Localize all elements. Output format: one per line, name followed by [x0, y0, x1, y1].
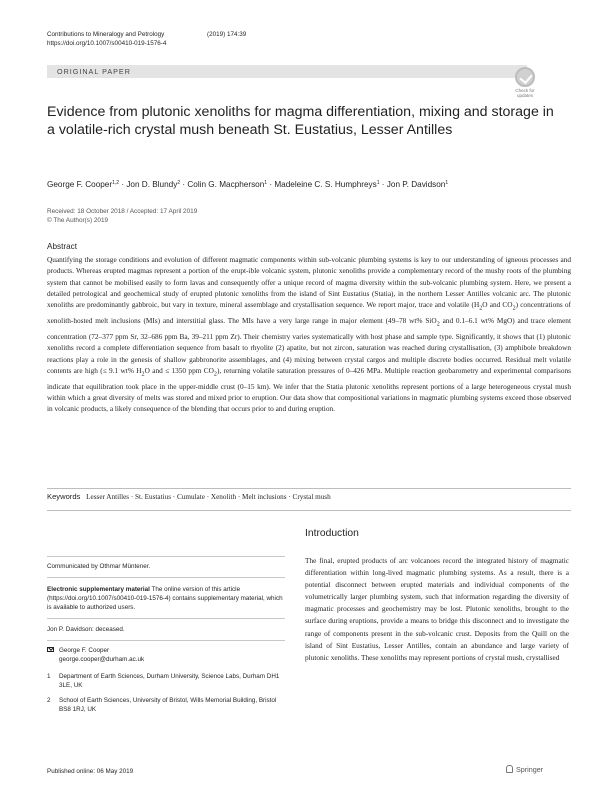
- springer-horse-icon: [506, 765, 513, 773]
- abstract-heading: Abstract: [47, 242, 78, 251]
- section-label: ORIGINAL PAPER: [57, 67, 131, 76]
- email-icon: [47, 647, 54, 652]
- footnote-column: [47, 556, 285, 714]
- received-accepted: Received: 18 October 2018 / Accepted: 17 April 2019: [47, 208, 198, 215]
- author[interactable]: Madeleine C. S. Humphreys$^1$: [274, 180, 380, 189]
- journal-header: [47, 30, 567, 48]
- keywords: [47, 492, 571, 502]
- deceased-note: Jon P. Davidson: deceased.: [47, 626, 125, 633]
- journal-name: Contributions to Mineralogy and Petrology: [47, 31, 165, 38]
- author-list: George F. Cooper$^{1,2}$ · Jon D. Blundy$^2$ · Colin G. Macpherson$^1$ · Madeleine C. S. Humphreys$^1$ · Jon P. Davidson$^1$: [47, 180, 449, 189]
- footnote-divider: [47, 577, 285, 578]
- contact-name: George F. Cooper: [59, 647, 110, 654]
- section-banner: [47, 65, 527, 78]
- footnote-divider: [47, 556, 285, 557]
- publisher-logo: Springer: [506, 765, 543, 774]
- keywords-divider-bottom: [47, 510, 571, 511]
- abstract-text: Quantifying the storage conditions and evolution of different magmatic components within sub-volcanic plumbing systems is key to our understanding of igneous processes and products. Whereas erupted magmas represent a portion of the erupt-ible volcanic system, plutonic xenoliths provide a complementary record of the mushy roots of the plumbing system that cannot be mobilised easily to form lavas and consequently offer a unique record of magma diversity within the sub-volcanic plumbing system. Here, we present a detailed petrological and geochemical study of erupted plutonic xenoliths from the island of Sint Eustatius (Statia), in the northern Lesser Antilles volcanic arc. The plutonic xenoliths are predominantly gabbroic, but vary in texture, mineral assemblage and crystallisation sequence. We report major, trace and volatile ($H_2O$ and $CO_2$) concentrations of xenolith-hosted melt inclusions (MIs) and interstitial glass. The MIs have a very large range in major element (49–78 wt% SiO$_2$ and 0.1–6.1 wt% MgO) and trace element concentration (72–377 ppm Sr, 32–686 ppm Ba, 39–211 ppm Zr). Their chemistry varies systematically with host phase and sample type. Significantly, it shows that (1) plutonic xenoliths record a complete differentiation sequence from basalt to rhyolite (2) apatite, but not zircon, saturation was reached during crystallisation, (3) amphibole breakdown reactions play a role in the genesis of shallow gabbronorite assemblages, and (4) mixing between crystal cargos and multiple discrete bodies occurred. Residual melt volatile contents are high (≤ 9.1 wt% $H_2O$ and ≤ 1350 ppm $CO_2$), returning volatile saturation pressures of 0–426 MPa. Multiple reaction geobarometry and experimental comparisons indicate that equilibration took place in the upper-middle crust (0–15 km). We infer that the Statia plutonic xenoliths represent portions of a large heterogeneous crystal mush within which a great diversity of melts was stored and mixed prior to eruption. Our data show that compositional variations in magmatic plumbing systems exceed those observed in volcanic products, a likely consequence of the blending that occurs prior to and during eruption.: [47, 255, 571, 414]
- copyright: © The Author(s) 2019: [47, 217, 109, 224]
- check-for-updates-badge[interactable]: [512, 67, 538, 99]
- citation: (2019) 174:39: [207, 31, 247, 38]
- footnote-divider: [47, 618, 285, 619]
- esm-heading: Electronic supplementary material: [47, 586, 150, 593]
- affiliation: 2 School of Earth Sciences, University of Bristol, Wills Memorial Building, Bristol BS8 1RJ, UK: [47, 697, 277, 713]
- keywords-heading: Keywords: [47, 492, 81, 501]
- communicated-by: Communicated by Othmar Müntener.: [47, 563, 151, 570]
- contact-email[interactable]: george.cooper@durham.ac.uk: [59, 656, 145, 663]
- footnote-divider: [47, 640, 285, 641]
- check-for-updates-label: Check for updates: [515, 88, 535, 98]
- intro-text: The final, erupted products of arc volcanoes record the integrated history of magmatic differentiation within long-lived magmatic plumbing systems. As a result, there is a potential disconnect between erupted materials and individual components of the volumetrically larger plumbing system, such that information regarding the diversity of magmatic processes and geochemistry may be lost. Plutonic xenoliths, brought to the surface during eruptions, provide a means to bridge this disconnect and to investigate the range of components present in the sub-volcanic crust. Deposits from the Quill on the island of Sint Eustatius, Lesser Antilles, contain an abundance and large variety of plutonic xenoliths. These xenoliths may represent portions of crystal mush, crystallised: [305, 556, 569, 662]
- article-dates: [47, 207, 447, 225]
- esm-note: Electronic supplementary material The online version of this article (https://doi.org/10.1007/s00410-019-1576-4) contains supplementary material, which is available to authorized users.: [47, 586, 283, 611]
- author[interactable]: Jon P. Davidson$^1$: [386, 180, 449, 189]
- author[interactable]: George F. Cooper$^{1,2}$: [47, 180, 120, 189]
- corresponding-author: [47, 646, 285, 664]
- published-online: Published online: 06 May 2019: [47, 768, 134, 775]
- intro-heading: Introduction: [305, 528, 359, 539]
- check-icon: [515, 67, 535, 87]
- author[interactable]: Jon D. Blundy$^2$: [126, 180, 181, 189]
- paper-title: Evidence from plutonic xenoliths for magma differentiation, mixing and storage in a volatile-rich crystal mush beneath St. Eustatius, Lesser Antilles: [47, 104, 554, 138]
- affiliation: 1 Department of Earth Sciences, Durham University, Science Labs, Durham DH1 3LE, UK: [47, 673, 280, 689]
- doi-link[interactable]: https://doi.org/10.1007/s00410-019-1576-4: [47, 40, 167, 47]
- author[interactable]: Colin G. Macpherson$^1$: [187, 180, 268, 189]
- keywords-list: Lesser Antilles · St. Eustatius · Cumulate · Xenolith · Melt inclusions · Crystal mush: [86, 493, 331, 501]
- esm-link[interactable]: https://doi.org/10.1007/s00410-019-1576-4: [49, 595, 169, 602]
- keywords-divider-top: [47, 488, 571, 489]
